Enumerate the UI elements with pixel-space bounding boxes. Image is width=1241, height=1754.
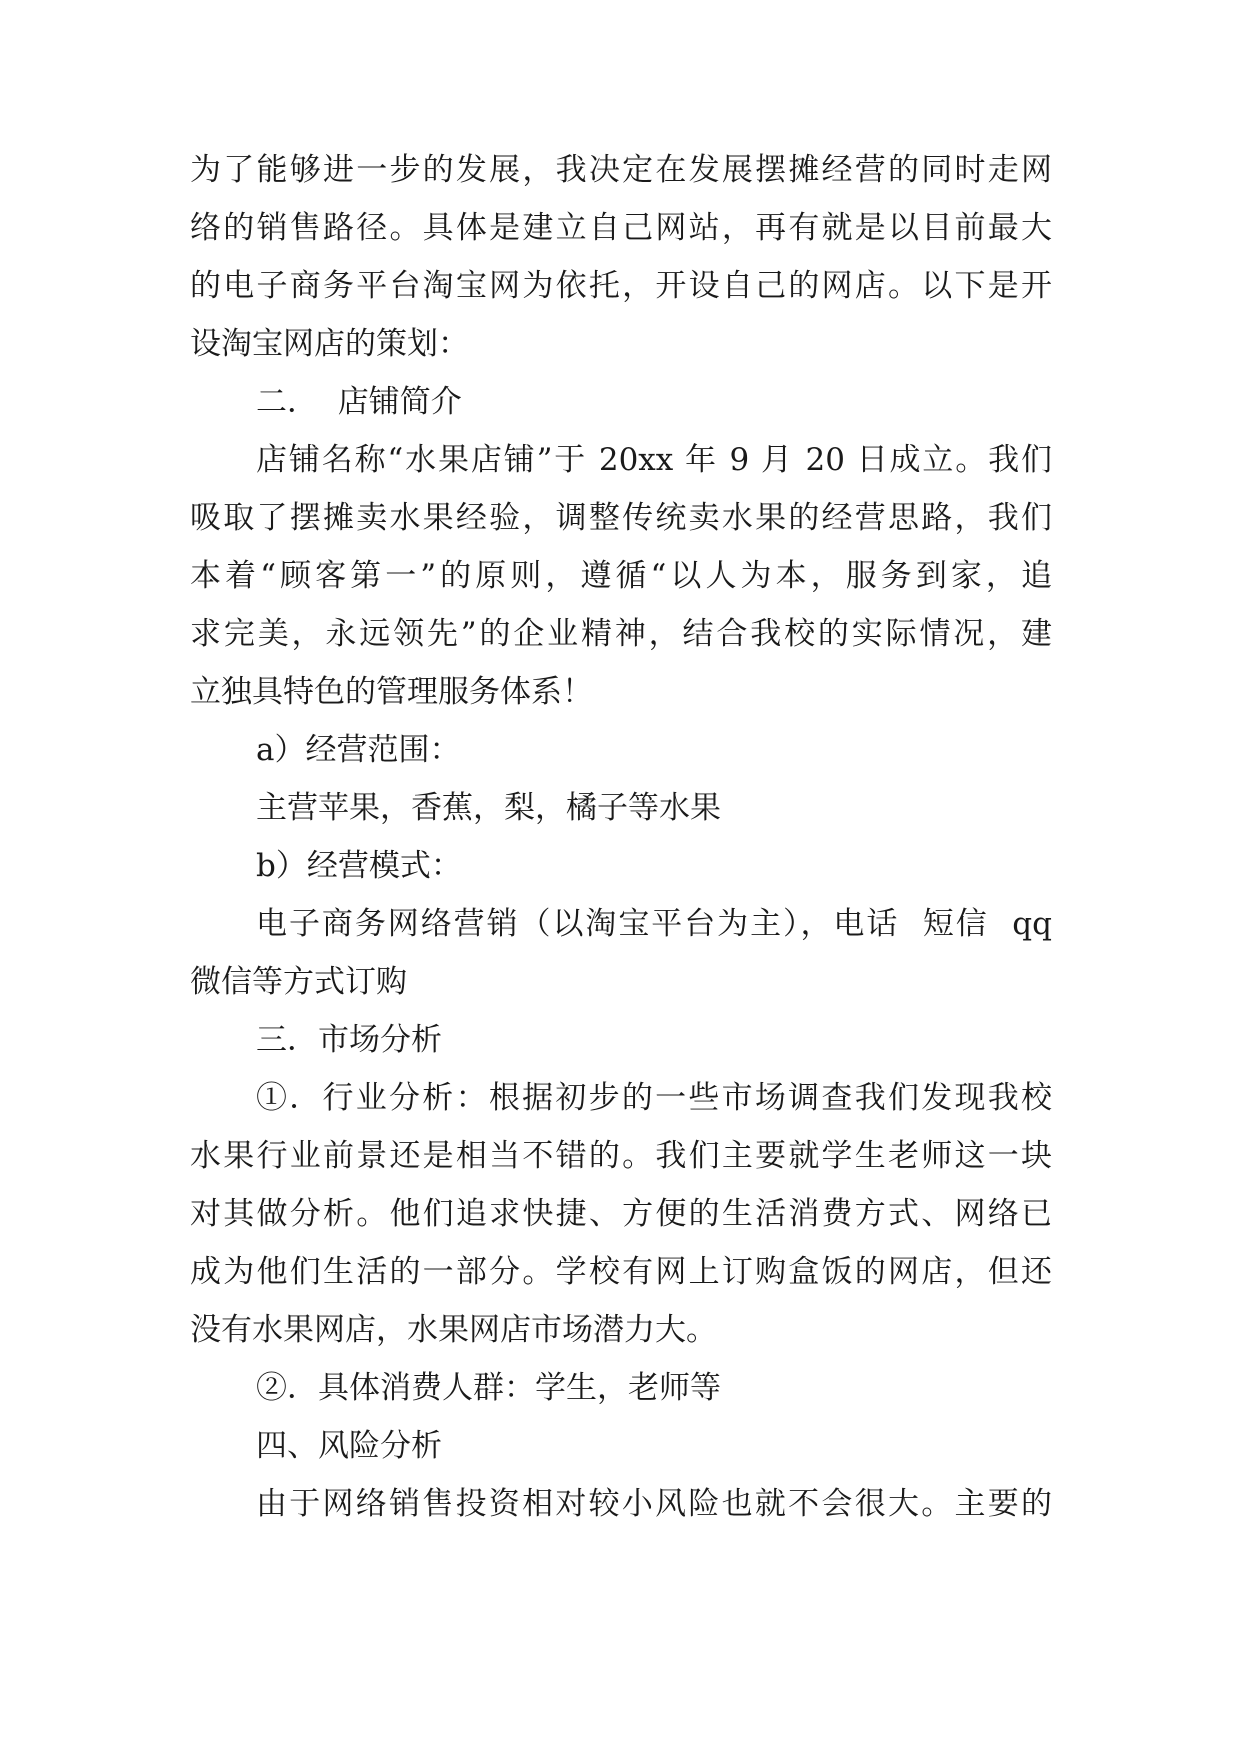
paragraph-line: 吸取了摆摊卖水果经验，调整传统卖水果的经营思路，我们 — [190, 500, 1052, 536]
paragraph-line: ②．具体消费人群：学生，老师等 — [256, 1370, 721, 1406]
subheading: a）经营范围： — [256, 732, 461, 768]
paragraph-line: ①．行业分析：根据初步的一些市场调查我们发现我校 — [256, 1080, 1052, 1116]
paragraph-line: 电子商务网络营销（以淘宝平台为主），电话 短信 qq — [256, 906, 1052, 942]
paragraph-line: 成为他们生活的一部分。学校有网上订购盒饭的网店，但还 — [190, 1254, 1052, 1290]
paragraph-line: 水果行业前景还是相当不错的。我们主要就学生老师这一块 — [190, 1138, 1052, 1174]
paragraph-line: 立独具特色的管理服务体系！ — [190, 674, 593, 710]
paragraph-line: 对其做分析。他们追求快捷、方便的生活消费方式、网络已 — [190, 1196, 1052, 1232]
paragraph-line: 没有水果网店，水果网店市场潜力大。 — [190, 1312, 717, 1348]
paragraph-line: 络的销售路径。具体是建立自己网站，再有就是以目前最大 — [190, 210, 1052, 246]
paragraph-line: 的电子商务平台淘宝网为依托，开设自己的网店。以下是开 — [190, 268, 1052, 304]
section-heading: 二． 店铺简介 — [256, 384, 462, 420]
paragraph-line: 店铺名称“水果店铺”于 20xx 年 9 月 20 日成立。我们 — [256, 442, 1052, 478]
section-heading: 四、风险分析 — [256, 1428, 442, 1464]
paragraph-line: 微信等方式订购 — [190, 964, 407, 1000]
subheading: b）经营模式： — [256, 848, 462, 884]
paragraph-line: 主营苹果，香蕉，梨，橘子等水果 — [256, 790, 721, 826]
paragraph-line: 由于网络销售投资相对较小风险也就不会很大。主要的 — [256, 1486, 1052, 1522]
section-heading: 三．市场分析 — [256, 1022, 442, 1058]
paragraph-line: 求完美，永远领先”的企业精神，结合我校的实际情况，建 — [190, 616, 1052, 652]
paragraph-line: 设淘宝网店的策划： — [190, 326, 469, 362]
paragraph-line: 为了能够进一步的发展，我决定在发展摆摊经营的同时走网 — [190, 152, 1052, 188]
paragraph-line: 本着“顾客第一”的原则，遵循“以人为本，服务到家，追 — [190, 558, 1052, 594]
